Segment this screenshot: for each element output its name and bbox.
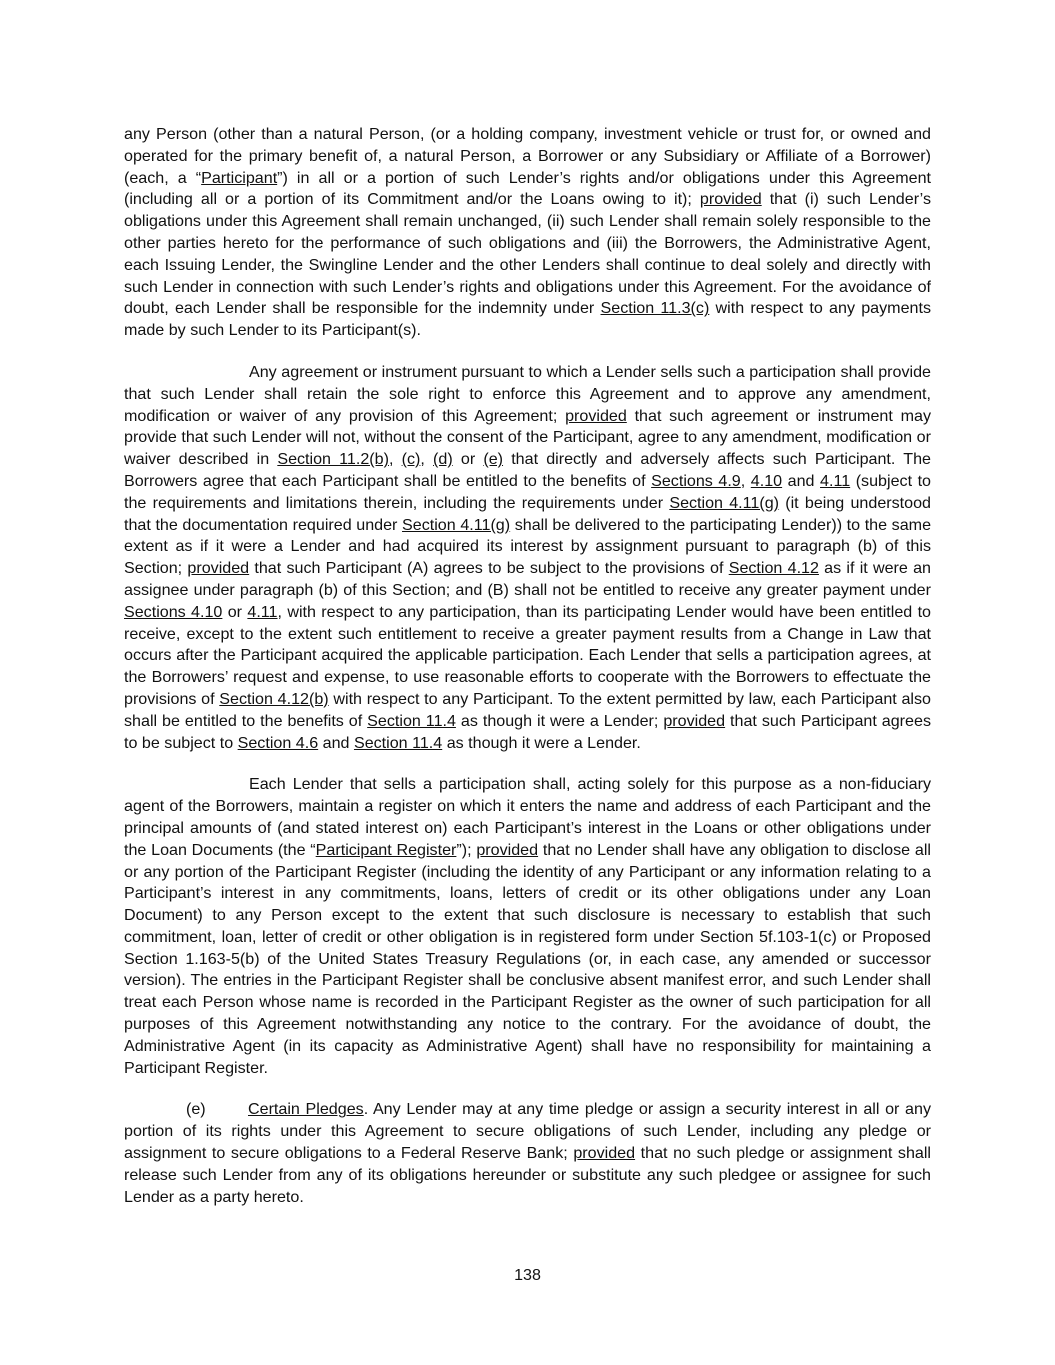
section-reference: Section 4.12 bbox=[728, 559, 819, 578]
text-run: that no such pledge or assignment shall release such Lender from any of its obligations hereunder or substitute any such pledgee or assignee for such Lender as a party hereto. bbox=[124, 1144, 931, 1206]
section-reference: 4.10 bbox=[750, 471, 783, 490]
text-run: . Any Lender may at any time pledge or assign a security interest in all or any portion of its rights under this Agreement to secure obligations of such Lender, including any pledge or assignment to secure obligations to a Federal Reserve Bank; bbox=[124, 1100, 931, 1163]
text-run: and bbox=[782, 471, 821, 490]
text-run: that such Participant agrees to be subject to bbox=[124, 711, 931, 752]
provided-term: provided bbox=[187, 559, 250, 578]
text-run: as if it were an assignee under paragraph (b) of this Section; and (B) shall not be entitled to receive any greater payment under bbox=[124, 559, 931, 599]
text-run: as though it were a Lender; bbox=[455, 711, 664, 730]
section-reference: (e) bbox=[483, 450, 504, 469]
section-reference: (c) bbox=[401, 450, 421, 469]
section-reference: (d) bbox=[433, 450, 453, 469]
section-reference: Section 11.4 bbox=[367, 711, 456, 730]
text-run: ”) in all or a portion of such Lender’s rights and/or obligations under this Agreement (including all or a portion of its Commitment and/or the Loans owing to it); bbox=[124, 168, 931, 209]
provided-term: provided bbox=[573, 1144, 636, 1163]
text-run: ”); bbox=[456, 840, 477, 859]
text-run: Each Lender that sells a participation shall, acting solely for this purpose as a non-fiduciary agent of the Borrowers, maintain a register on which it enters the name and address of each Participant and the principal amounts of (and stated interest on) each Participant’s interest in the Loans or other obligations under the Loan Documents (the “ bbox=[124, 775, 931, 859]
section-reference: Section 11.3(c) bbox=[600, 299, 710, 318]
text-run: with respect to any payments made by such Lender to its Participant(s). bbox=[124, 299, 931, 340]
clause-heading: Certain Pledges bbox=[248, 1100, 364, 1119]
text-run: that (i) such Lender’s obligations under this Agreement shall remain unchanged, (ii) such Lender shall remain solely responsible to the other parties hereto for the performance of such obligations and (iii) the Borrowers, the Administrative Agent, each Issuing Lender, the Swingline Lender and the other Lenders shall continue to deal solely and directly with such Lender in connection with such Lender’s rights and obligations under this Agreement. For the avoidance of doubt, each Lender shall be responsible for the indemnity under bbox=[124, 190, 931, 318]
section-reference: Sections 4.9 bbox=[651, 471, 741, 490]
provided-term: provided bbox=[565, 406, 627, 425]
section-reference: Section 4.12(b) bbox=[219, 689, 329, 708]
defined-term-participant: Participant bbox=[201, 168, 278, 187]
section-reference: Section 11.2(b) bbox=[277, 450, 389, 469]
provided-term: provided bbox=[476, 840, 539, 859]
text-run: any Person (other than a natural Person, (or a holding company, investment vehicle or trust for, or owned and operated for the primary benefit of, a natural Person, a Borrower or any Subsidiary or Affiliate of a Borrower) (each, a “ bbox=[124, 125, 931, 187]
paragraph-participation-agreement bbox=[124, 362, 931, 754]
provided-term: provided bbox=[699, 190, 762, 209]
section-reference: Section 4.11(g) bbox=[669, 493, 780, 512]
text-run: , bbox=[420, 450, 434, 469]
text-run: that directly and adversely affects such Participant. The Borrowers agree that each Participant shall be entitled to the benefits of bbox=[124, 450, 931, 490]
text-run: , with respect to any participation, than its participating Lender would have been entitled to receive, except to the extent such entitlement to receive a greater payment results from a Change in Law that occurs after the Participant acquired the applicable participation. Each Lender that sells a participation agrees, at the Borrowers’ request and expense, to use reasonable efforts to cooperate with the Borrowers to effectuate the provisions of bbox=[124, 602, 931, 708]
text-run: Any agreement or instrument pursuant to which a Lender sells such a participation shall provide that such Lender shall retain the sole right to enforce this Agreement and to approve any amendment, modification or waiver of any provision of this Agreement; bbox=[124, 362, 931, 425]
provided-term: provided bbox=[663, 711, 726, 730]
clause-label: (e) bbox=[186, 1100, 206, 1119]
text-run: that such Participant (A) agrees to be subject to the provisions of bbox=[249, 559, 729, 578]
text-run: , bbox=[740, 471, 751, 490]
text-run: shall be delivered to the participating Lender)) to the same extent as if it were a Lender and had acquired its interest by assignment pursuant to paragraph (b) of this Section; bbox=[124, 515, 932, 578]
text-run: (subject to the requirements and limitations therein, including the requirements under bbox=[124, 471, 932, 512]
section-reference: 4.11 bbox=[820, 471, 851, 490]
text-run: with respect to any Participant. To the extent permitted by law, each Participant also shall be entitled to the benefits of bbox=[124, 689, 931, 730]
text-run: or bbox=[222, 602, 248, 621]
paragraph-participants-continued bbox=[124, 124, 931, 342]
text-run: that such agreement or instrument may provide that such Lender will not, without the consent of the Participant, agree to any amendment, modification or waiver described in bbox=[124, 406, 931, 469]
text-run: or bbox=[452, 450, 484, 469]
body-text bbox=[124, 124, 931, 1228]
text-run: (it being understood that the documentation required under bbox=[124, 493, 932, 534]
text-run: and bbox=[318, 733, 354, 752]
text-run: as though it were a Lender. bbox=[442, 733, 641, 752]
paragraph-participant-register bbox=[124, 774, 931, 1079]
section-reference: Sections 4.10 bbox=[124, 602, 223, 621]
text-run: , bbox=[388, 450, 402, 469]
section-reference: Section 11.4 bbox=[353, 733, 443, 752]
section-reference: Section 4.11(g) bbox=[402, 515, 511, 534]
section-reference: Section 4.6 bbox=[237, 733, 319, 752]
section-reference: 4.11 bbox=[247, 602, 278, 621]
text-run: that no Lender shall have any obligation to disclose all or any portion of the Participant Register (including the identity of any Participant or any information relating to a Participant’s interest in any commitments, loans, letters of credit or its other obligations under any Loan Document) to any Person except to the extent that such disclosure is necessary to establish that such commitment, loan, letter of credit or other obligation is in registered form under Section 5f.103-1(c) or Proposed Section 1.163-5(b) of the United States Treasury Regulations (or, in each case, any amended or successor version). The entries in the Participant Register shall be conclusive absent manifest error, and such Lender shall treat each Person whose name is recorded in the Participant Register as the owner of such participation for all purposes of this Agreement notwithstanding any notice to the contrary. For the avoidance of doubt, the Administrative Agent (in its capacity as Administrative Agent) shall have no responsibility for maintaining a Participant Register. bbox=[124, 840, 931, 1077]
defined-term-participant-register: Participant Register bbox=[315, 840, 457, 859]
page-number: 138 bbox=[514, 1266, 541, 1284]
paragraph-certain-pledges bbox=[124, 1099, 931, 1208]
